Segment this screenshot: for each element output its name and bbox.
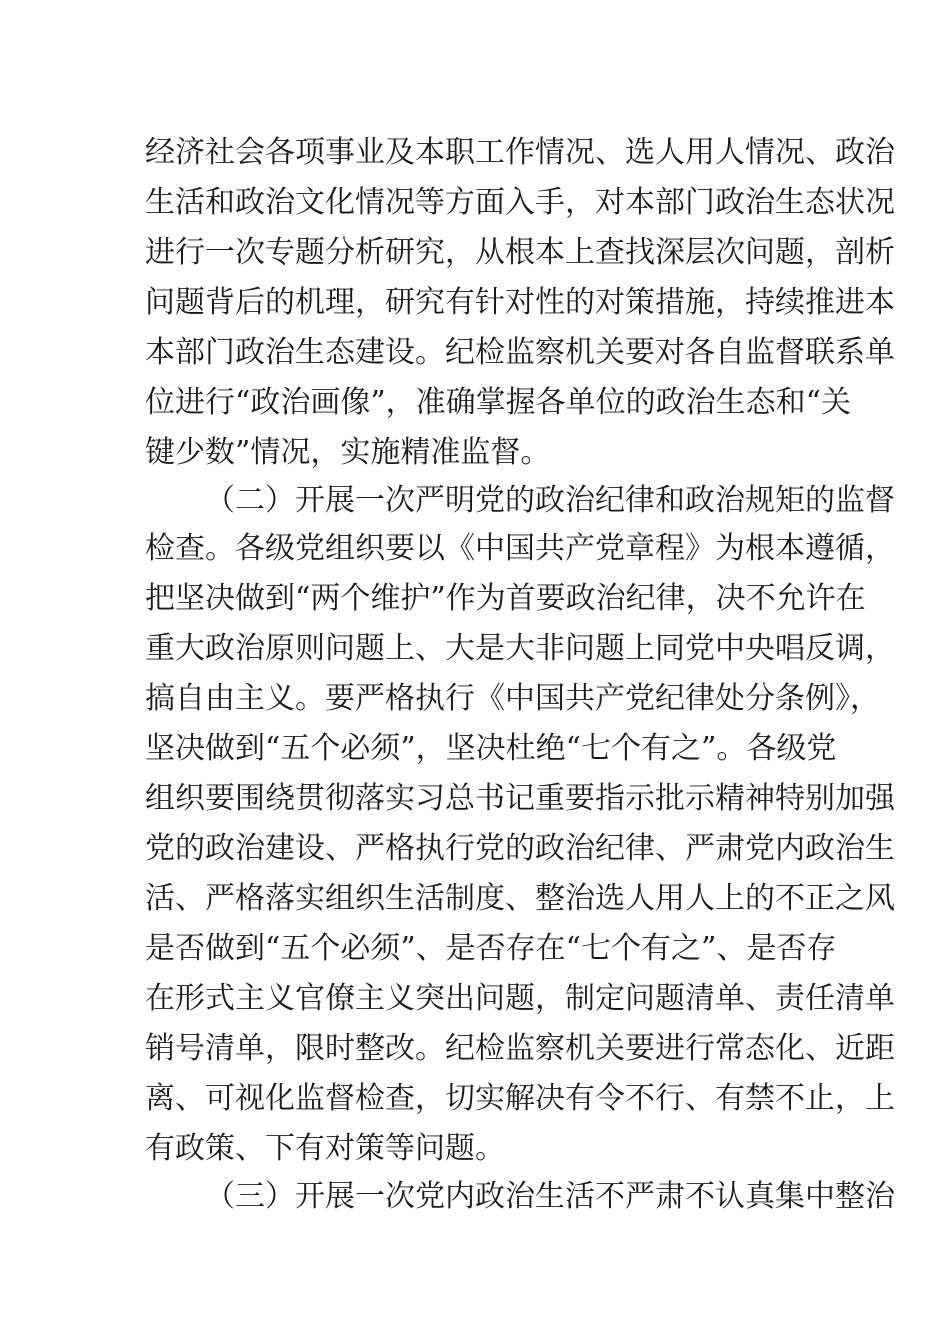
text-line: 有政策、下有对策等问题。: [145, 1131, 505, 1166]
text-line: 把坚决做到“两个维护”作为首要政治纪律，决不允许在: [145, 581, 866, 616]
text-line: 本部门政治生态建设。纪检监察机关要对各自监督联系单: [145, 335, 895, 370]
text-line: 经济社会各项事业及本职工作情况、选人用人情况、政治: [145, 135, 895, 170]
section-heading-line: （二）开展一次严明党的政治纪律和政治规矩的监督: [205, 483, 895, 518]
text-line: 离、可视化监督检查，切实解决有令不行、有禁不止，上: [145, 1081, 895, 1116]
section-heading-line: （三）开展一次党内政治生活不严肃不认真集中整治: [205, 1179, 895, 1214]
text-line: 在形式主义官僚主义突出问题，制定问题清单、责任清单: [145, 981, 895, 1016]
text-line: 坚决做到“五个必须”，坚决杜绝“七个有之”。各级党: [145, 731, 837, 766]
text-line: 检查。各级党组织要以《中国共产党章程》为根本遵循，: [145, 531, 895, 566]
text-line: 生活和政治文化情况等方面入手，对本部门政治生态状况: [145, 185, 895, 220]
text-line: 组织要围绕贯彻落实习总书记重要指示批示精神特别加强: [145, 781, 895, 816]
text-line: 键少数”情况，实施精准监督。: [145, 435, 551, 470]
text-line: 问题背后的机理，研究有针对性的对策措施，持续推进本: [145, 285, 895, 320]
text-line: 进行一次专题分析研究，从根本上查找深层次问题，剖析: [145, 235, 895, 270]
text-line: 活、严格落实组织生活制度、整治选人用人上的不正之风: [145, 881, 895, 916]
text-line: 是否做到“五个必须”、是否存在“七个有之”、是否存: [145, 931, 837, 966]
text-line: 位进行“政治画像”，准确掌握各单位的政治生态和“关: [145, 385, 852, 420]
text-line: 党的政治建设、严格执行党的政治纪律、严肃党内政治生: [145, 831, 895, 866]
text-line: 销号清单，限时整改。纪检监察机关要进行常态化、近距: [145, 1031, 895, 1066]
text-line: 搞自由主义。要严格执行《中国共产党纪律处分条例》，: [145, 681, 880, 716]
text-line: 重大政治原则问题上、大是大非问题上同党中央唱反调，: [145, 631, 895, 666]
